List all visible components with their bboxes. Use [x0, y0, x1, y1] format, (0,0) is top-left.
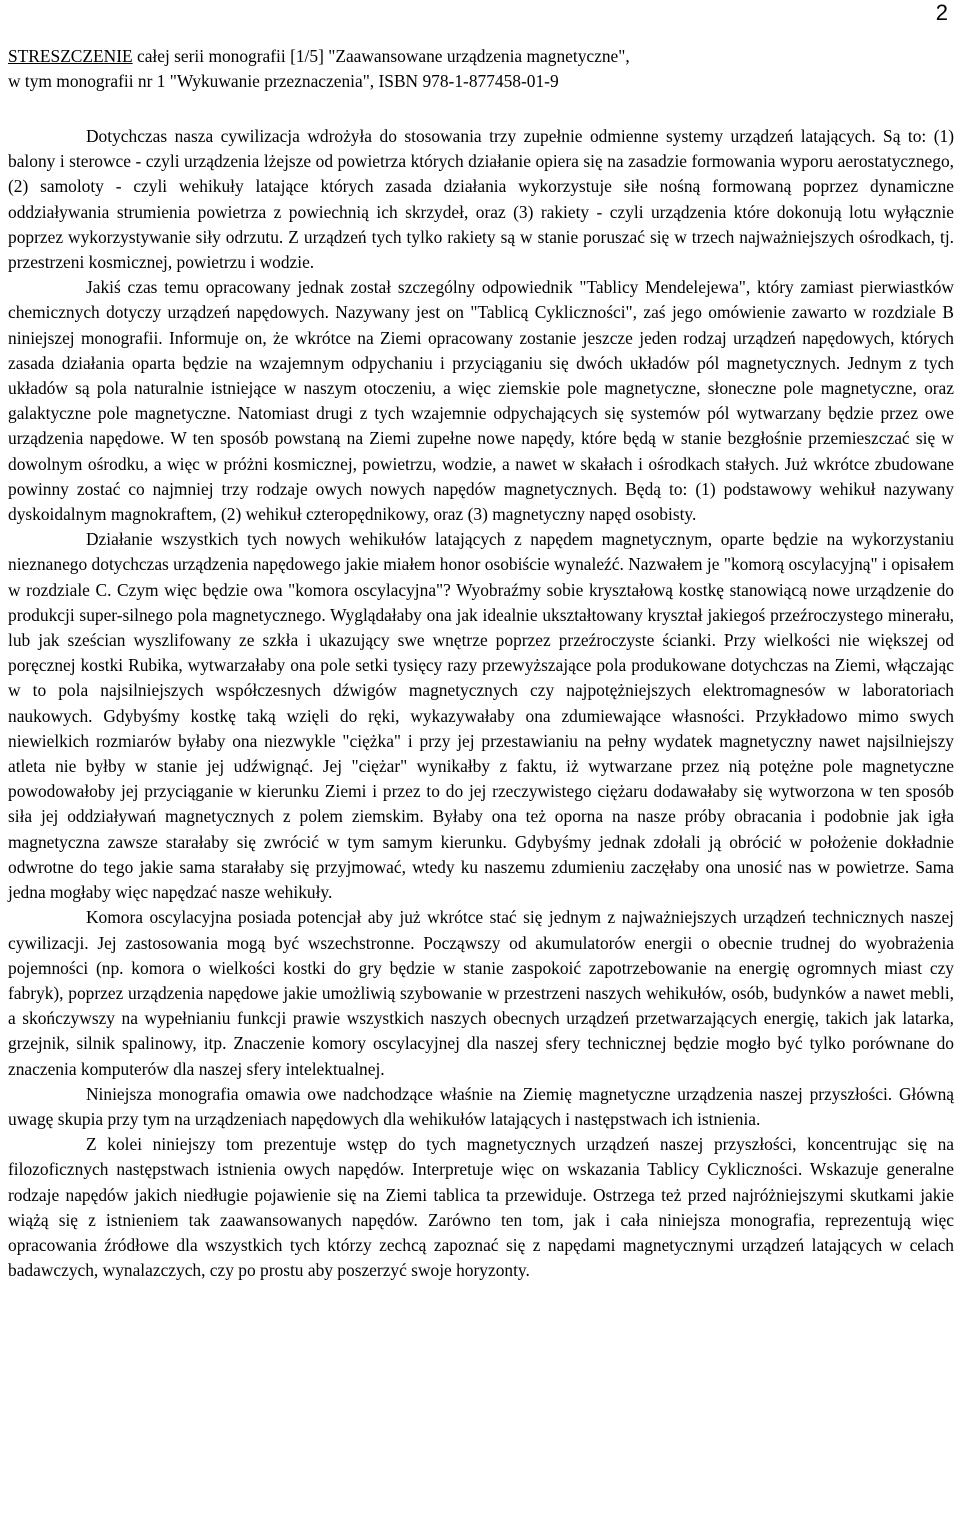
paragraph-3: Działanie wszystkich tych nowych wehikułów latających z napędem magnetycznym, oparte będzie na wykorzystaniu nieznanego dotychczas urządzenia napędowego jakie miałem honor osobiście wynaleźć. Nazwałem je "komorą oscylacyjną" i opisałem w rozdziale C. Czym więc będzie owa "komora oscylacyjna"? Wyobraźmy sobie kryształową kostkę stanowiącą nowe urządzenie do produkcji super-silnego pola magnetycznego. Wyglądałaby ona jak idealnie ukształtowany kryształ jakiegoś przeźroczystego minerału, lub jak sześcian wyszlifowany ze szkła i ukazujący swe wnętrze poprzez przeźroczyste ścianki. Przy wielkości nie większej od poręcznej kostki Rubika, wytwarzałaby ona pole setki tysięcy razy przewyższające pola produkowane dotychczas na Ziemi, włączając w to pola najsilniejszych współczesnych dźwigów magnetycznych czy najpotężniejszych elektromagnesów w laboratoriach naukowych. Gdybyśmy kostkę taką wzięli do ręki, wykazywałaby ona zdumiewające własności. Przykładowo mimo swych niewielkich rozmiarów byłaby ona niezwykle "ciężka" i przy jej przestawianiu na pełny wydatek magnetyczny nawet najsilniejszy atleta nie byłby w stanie jej udźwignąć. Jej "ciężar" wynikałby z faktu, iż wytwarzane przez nią potężne pole magnetyczne powodowałoby jej przyciąganie w kierunku Ziemi i przez to do jej rzeczywistego ciężaru dodawałaby się wytworzona w ten sposób siła jej oddziaływań magnetycznych z polem ziemskim. Byłaby ona też oporna na nasze próby obracania i podobnie jak igła magnetyczna zawsze starałaby się zwrócić w tym samym kierunku. Gdybyśmy jednak zdołali ją obrócić w położenie dokładnie odwrotne do tego jakie sama starałaby się przyjmować, wtedy ku naszemu zdumieniu zaczęłaby ona unosić nas w powietrze. Sama jedna mogłaby więc napędzać nasze wehikuły.: [8, 529, 954, 903]
header-title-word: STRESZCZENIE: [8, 46, 133, 66]
page-number: 2: [935, 0, 948, 25]
paragraph-5: Niniejsza monografia omawia owe nadchodzące właśnie na Ziemię magnetyczne urządzenia naszej przyszłości. Główną uwagę skupia przy tym na urządzeniach napędowych dla wehikułów latających i następstwach ich istnienia.: [8, 1083, 954, 1129]
paragraph-1: Dotychczas nasza cywilizacja wdrożyła do stosowania trzy zupełnie odmienne systemy urządzeń latających. Są to: (1) balony i sterowce - czyli urządzenia lżejsze od powietrza których działanie opiera się na zasadzie formowania wyporu aerostatycznego, (2) samoloty - czyli wehikuły latające których zasada działania wykorzystuje siłe nośną formowaną poprzez dynamiczne oddziaływania strumienia powietrza z powiechnią ich skrzydeł, oraz (3) rakiety - czyli urządzenia które dokonują lotu wyłącznie poprzez wykorzystywanie siły odrzutu. Z urządzeń tych tylko rakiety są w stanie poruszać się w trzech najważniejszych ośrodkach, tj. przestrzeni kosmicznej, powietrzu i wodzie.: [8, 126, 954, 273]
header-title-rest: całej serii monografii [1/5] "Zaawansowane urządzenia magnetyczne",: [132, 46, 630, 66]
document-header: [8, 44, 948, 94]
paragraph-4: Komora oscylacyjna posiada potencjał aby już wkrótce stać się jednym z najważniejszych urządzeń technicznych naszej cywilizacji. Jej zastosowania mogą być wszechstronne. Począwszy od akumulatorów energii o obecnie trudnej do wyobrażenia pojemności (np. komora o wielkości kostki do gry będzie w stanie zaspokoić zapotrzebowanie na energię ogromnych miast czy fabryk), poprzez urządzenia napędowe jakie umożliwią szybowanie w przestrzeni naszych wehikułów, osób, budynków a nawet mebli, a skończywszy na wypełnianiu funkcji prawie wszystkich naszych obecnych urządzeń przetwarzających energię, takich jak latarka, grzejnik, silnik spalinowy, itp. Znaczenie komory oscylacyjnej dla naszej sfery technicznej będzie mogło być tylko porównane do znaczenia komputerów dla naszej sfery intelektualnej.: [8, 907, 954, 1079]
header-line-1: [8, 44, 948, 69]
header-line-2: w tym monografii nr 1 "Wykuwanie przeznaczenia", ISBN 978-1-877458-01-9: [8, 71, 559, 91]
paragraph-2: Jakiś czas temu opracowany jednak został szczególny odpowiednik "Tablicy Mendelejewa", który zamiast pierwiastków chemicznych dotyczy urządzeń napędowych. Nazywany jest on "Tablicą Cykliczności", zaś jego omówienie zawarto w rozdziale B niniejszej monografii. Informuje on, że wkrótce na Ziemi opracowany zostanie jeszcze jeden rodzaj urządzeń napędowych, których zasada działania oparta będzie na wzajemnym odpychaniu i przyciąganiu się dwóch układów pól magnetycznych. Jednym z tych układów są pola naturalnie istniejące w naszym otoczeniu, a więc ziemskie pole magnetyczne, słoneczne pole magnetyczne, oraz galaktyczne pole magnetyczne. Natomiast drugi z tych wzajemnie odpychających się systemów pól wytwarzany będzie przez owe urządzenia napędowe. W ten sposób powstaną na Ziemi zupełne nowe napędy, które będą w stanie bezgłośnie przemieszczać się w dowolnym ośrodku, a więc w próżni kosmicznej, powietrzu, wodzie, a nawet w skałach i ośrodkach stałych. Już wkrótce zbudowane powinny zostać co najmniej trzy rodzaje owych nowych napędów magnetycznych. Będą to: (1) podstawowy wehikuł nazywany dyskoidalnym magnokraftem, (2) wehikuł czteropędnikowy, oraz (3) magnetyczny napęd osobisty.: [8, 277, 954, 525]
paragraph-6: Z kolei niniejszy tom prezentuje wstęp do tych magnetycznych urządzeń naszej przyszłości, koncentrując się na filozoficznych następstwach istnienia owych napędów. Interpretuje więc on wskazania Tablicy Cykliczności. Wskazuje generalne rodzaje napędów jakich niedługie pojawienie się na Ziemi tablica ta przewiduje. Ostrzega też przed najróżniejszymi skutkami jakie wiążą się z istnieniem tak zaawansowanych napędów. Zarówno ten tom, jak i cała niniejsza monografia, reprezentują więc opracowania źródłowe dla wszystkich tych którzy zechcą zapoznać się z napędami magnetycznymi urządzeń latających w celach badawczych, wynalazczych, czy po prostu aby poszerzyć swoje horyzonty.: [8, 1134, 954, 1281]
document-body: [8, 124, 954, 1283]
